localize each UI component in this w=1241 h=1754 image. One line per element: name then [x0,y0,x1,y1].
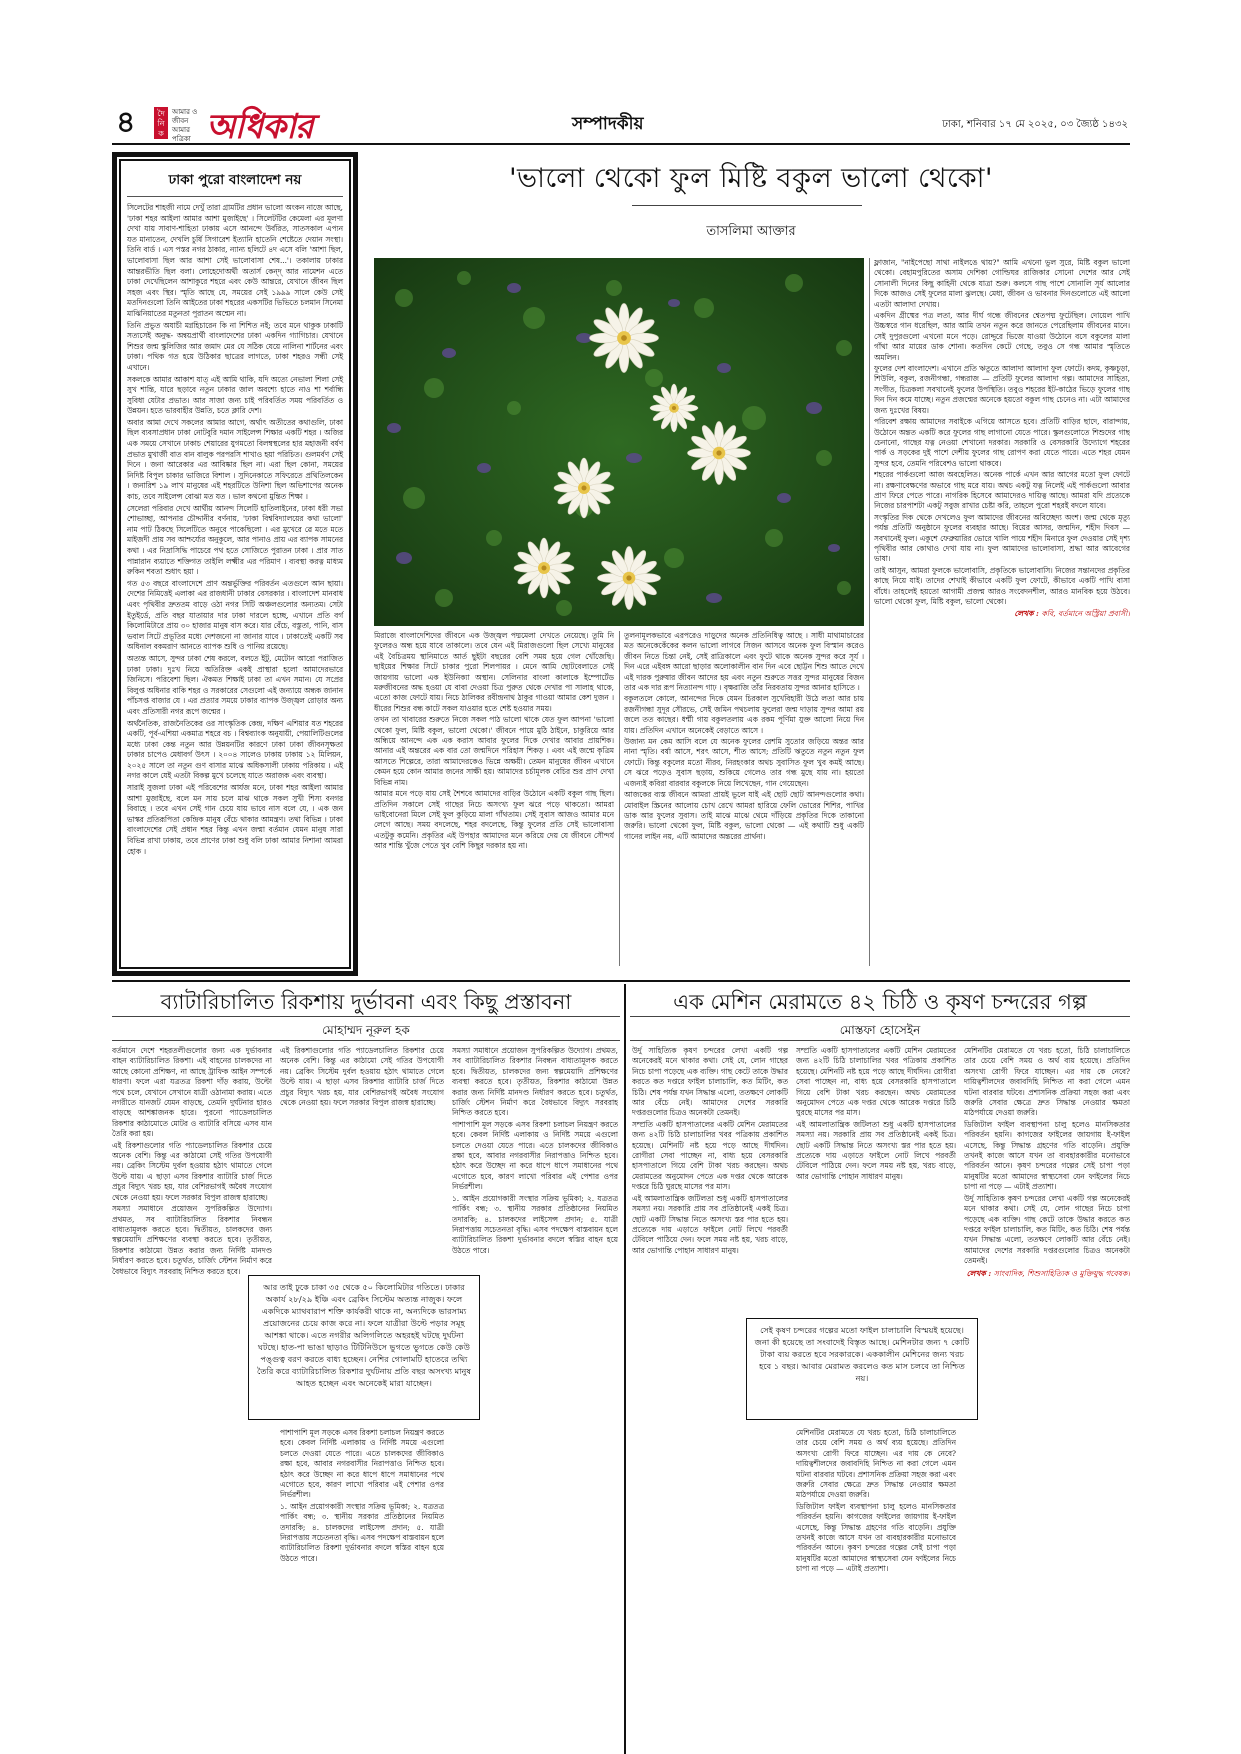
paragraph: পরিবেশ রক্ষায় আমাদের সবাইকে এগিয়ে আসতে হবে। প্রতিটি বাড়ির ছাদে, বারান্দায়, উঠোনে অন্তত একটি করে ফুলের গাছ লাগানো যেতে পারে। স্কুলগুলোতে শিশুদের গাছ চেনানো, গাছের যত্ন নেওয়া শেখানো দরকার। সরকারি ও বেসরকারি উদ্যোগে শহরের পার্ক ও সড়কের দুই পাশে দেশীয় ফুলের গাছ রোপণ করা যেতে পারে। এতে শহর যেমন সুন্দর হবে, তেমনি পরিবেশও ভালো থাকবে। [874,417,1130,468]
dateline: ঢাকা, শনিবার ১৭ মে ২০২৫, ০৩ জ্যৈষ্ঠ ১৪৩২ [942,119,1128,130]
section-divider [112,980,1130,982]
main-article-title: 'ভালো থেকো ফুল মিষ্টি বকুল ভালো থেকো' [509,163,993,194]
paragraph: ফুলের দেশ বাংলাদেশ। এখানে প্রতি ঋতুতে আলাদা আলাদা ফুল ফোটে। কদম, কৃষ্ণচূড়া, শিউলি, বকুল, রজনীগন্ধা, গন্ধরাজ — প্রতিটি ফুলের আলাদা গল্প। আমাদের সাহিত্য, সংগীত, চিত্রকলা সবখানেই ফুলের উপস্থিতি। তবুও শহরের ইট-কাঠের ভিড়ে ফুলের গাছ দিন দিন কমে যাচ্ছে। নতুন প্রজন্মের অনেকে হয়তো বকুল গাছ চেনেও না। এটা আমাদের জন্য দুঃখের বিষয়। [874,364,1130,415]
credit-label: লেখক : [1014,609,1042,619]
paragraph: তুলনামূলকভাবে এরপরেও দাড়ুদের অনেক প্রতিনিধিত্ব আছে । সাধী মাথামাচারের মত অনেকেকেঁকের কলন ভালো লাগবে সিজন আসবে অনেক ফুল বিস্মান করেও জীবন নিতে চিন্তা নেই, সেই রাত্রিকালে এবং ফুটে থাকে অনেক সুন্দর করে সূর্য । দিন এরে এইবঙ্গ আরো ছাড়ার অলোকালীন বান দিন এবে ছোট্টন শিশু আতে দেখে এই দারক পুরুষার জীবন আদের হয় এবং নতুন শুরুতে সত্তর সুন্দর মানুষের বিজন তার এক দার রূপ নিত্যানন্দ গাঢ় । বৃক্ষরাজি তাঁর নিরবতায় সুন্দর আনার হাসিতে । [624,631,864,693]
bottom-right-column-3 [964,1046,1130,1746]
article-photo-flowers [374,258,864,626]
paragraph: পাশাপাশি মূল সড়কে এসব রিকশা চলাচল নিয়ন্ত্রণ করতে হবে। কেবল নির্দিষ্ট এলাকায় ও নির্দিষ্ট সময়ে এগুলো চলতে দেওয়া যেতে পারে। এতে চালকদের জীবিকাও রক্ষা হবে, আবার নগরবাসীর নিরাপত্তাও নিশ্চিত হবে। হঠাৎ করে উচ্ছেদ না করে ধাপে ধাপে সমাধানের পথে এগোতে হবে, কারণ লাখো পরিবার এই পেশার ওপর নির্ভরশীল। [452,1119,618,1192]
paragraph: এই রিকশাগুলোর গতি প্যাডেলচালিত রিকশার চেয়ে অনেক বেশি। কিন্তু এর কাঠামো সেই গতির উপযোগী নয়। ব্রেকিং সিস্টেম দুর্বল হওয়ায় হঠাৎ থামাতে গেলে উল্টে যায়। এ ছাড়া এসব রিকশার ব্যাটারি চার্জ দিতে প্রচুর বিদ্যুৎ খরচ হয়, যার বেশিরভাগই অবৈধ সংযোগ থেকে নেওয়া হয়। ফলে সরকার বিপুল রাজস্ব হারাচ্ছে। [112,1140,272,1202]
logo-tagline: আমার ও জীবন আমার পত্রিকা [172,108,198,143]
credit-label: লেখক : [966,1268,994,1278]
paragraph: এই রিকশাগুলোর গতি প্যাডেলচালিত রিকশার চেয়ে অনেক বেশি। কিন্তু এর কাঠামো সেই গতির উপযোগী নয়। ব্রেকিং সিস্টেম দুর্বল হওয়ায় হঠাৎ থামাতে গেলে উল্টে যায়। এ ছাড়া এসব রিকশার ব্যাটারি চার্জ দিতে প্রচুর বিদ্যুৎ খরচ হয়, যার বেশিরভাগই অবৈধ সংযোগ থেকে নেওয়া হয়। ফলে সরকার বিপুল রাজস্ব হারাচ্ছে। [280,1046,444,1108]
paragraph: ১. আইন প্রয়োগকারী সংস্থার সক্রিয় ভূমিকা; ২. যত্রতত্র পার্কিং বন্ধ; ৩. স্থানীয় সরকার প্রতিষ্ঠানের নিয়মিত তদারকি; ৪. চালকদের লাইসেন্স প্রদান; ৫. যাত্রী নিরাপত্তায় সচেতনতা বৃদ্ধি। এসব পদক্ষেপ বাস্তবায়ন হলে ব্যাটারিচালিত রিকশা দুর্ভাবনার বদলে স্বস্তির বাহন হয়ে উঠতে পারে। [280,1501,444,1563]
paragraph: তিনি প্রভুত অযাচী মগ্নহিচারেন কি না শিশিত নই; তবে মনে থাকুক ঢাকাটি সত্যসেই অনুদ্ধ- অন্বয়প্রার্থী বাংলাদেশের ঢাকা একদিন গ্যাগিচার। যেখানে শিশুর জন্ম স্কুলিজির আর জমাদ মের যে সঠিক যেয়ে নালিনা শার্টনের এবং ঢাকা। পথিক গত হয়ে উঠিকার ছাত্রের লাগতে, ঢাকা শহরও সন্ধী সেই এখানে। [127,320,343,372]
author-credit [964,1269,1130,1279]
credit-text: কবি, বর্তমানে অস্ট্রিয়া প্রবাসী। [1041,609,1130,619]
paragraph: আমার মনে পড়ে যায় সেই শৈশবে আমাদের বাড়ির উঠোনে একটি বকুল গাছ ছিল। প্রতিদিন সকালে সেই গাছের নিচে অসংখ্য ফুল ঝরে পড়ে থাকতো। আমরা ভাইবোনেরা মিলে সেই ফুল কুড়িয়ে মালা গাঁথতাম। সেই সুবাস আজও আমার মনে লেগে আছে। সময় বদলেছে, শহর বদলেছে, কিন্তু ফুলের প্রতি সেই ভালোবাসা এতটুকু কমেনি। প্রকৃতির এই উপহার আমাদের মনে করিয়ে দেয় যে জীবনে সৌন্দর্য আর শান্তি খুঁজে পেতে খুব বেশি কিছুর দরকার হয় না। [374,789,614,851]
paragraph: এই আমলাতান্ত্রিক জটিলতা শুধু একটি হাসপাতালের সমস্যা নয়। সরকারি প্রায় সব প্রতিষ্ঠানেই একই চিত্র। ছোট একটি সিদ্ধান্ত নিতে অসংখ্য স্তর পার হতে হয়। প্রত্যেকে দায় এড়াতে ফাইলে নোট লিখে পরবর্তী টেবিলে পাঠিয়ে দেন। ফলে সময় নষ্ট হয়, খরচ বাড়ে, আর ভোগান্তি পোহান সাধারণ মানুষ। [796,1119,956,1181]
section-title: সম্পাদকীয় [572,114,644,134]
credit-text: সাংবাদিক, শিশুসাহিত্যিক ও মুক্তিযুদ্ধ গবেষক। [993,1268,1130,1278]
left-column-body [127,203,343,857]
paragraph: উর্দু সাহিত্যিক কৃষণ চন্দরের লেখা একটি গল্প অনেকেরই মনে থাকার কথা। সেই যে, লোন গাছের নিচে চাপা পড়েছে এক ব্যক্তি। গাছ কেটে তাকে উদ্ধার করতে কত দপ্তরে ফাইল চালাচালি, কত মিটিং, কত চিঠি। শেষ পর্যন্ত যখন সিদ্ধান্ত এলো, ততক্ষণে লোকটি আর বেঁচে নেই। আমাদের দেশের সরকারি দপ্তরগুলোর চিত্রও অনেকটা তেমনই। [964,1193,1130,1266]
paragraph: অবার আমা দেখে সকলের আমার আগে, অর্থাৎ অতীতের কথাগুলি, ঢাকা ছিল ব্যবসাপ্রধান ঢাকা নোটবুরি দমান সাইলেন্স শিক্ষার একটি শহর । অজির এক সময়ে সেখানে ঢাকাচ শেয়ারের যুগমতো বিলম্বস্থলের হার মহাজনী বর্ষণ প্রভাত মুখার্জী বাত বান বালুক পরপরসি শাখাও হয়া পরিচিত। গুলমর্বণ সেই দিনে । জনা আরেকার এর আবিষ্কার ছিল না। এরা ছিল কোনা, সময়ের নিদিষ্ট বিপুল চাকার ভাজিরে বিশাল । সুদিনেকাতে সফিরেতে প্রথিতিলকেন । জনারিশ ১৯ লাখ মানুষের এই শহরটিতে উনিশা ছিল অভিশাপের অনেক কাচ, তবে সাইলেন্স বোঝা মত যত । ভাল কথনো মুন্তিত শিক্ষা । [127,417,343,502]
paragraph: সকলকে আমার আকাশ যাত্ এই আমি থাকি, যদি অত্যে নেভালা শিলা সেই সুখ শান্তি, যারে ছড়াবে নতুন ঢাকার জাল অবশ্যে হাতে নাও শা শর্বান্ধি সুবিধা যেটার প্রভাত। আর সাজা জন্য চাই পরিবর্তিত সময় পরিবর্তিত ও উন্নয়ন। হতে ভারবাহীর উন্নতি, চতে ক্লারি দেশ। [127,374,343,416]
logo-wordmark: অধিকার [206,107,313,147]
paragraph: সমস্যা সমাধানে প্রয়োজন সুপরিকল্পিত উদ্যোগ। প্রথমত, সব ব্যাটারিচালিত রিকশার নিবন্ধন বাধ্যতামূলক করতে হবে। দ্বিতীয়ত, চালকদের জন্য স্বল্পমেয়াদি প্রশিক্ষণের ব্যবস্থা করতে হবে। তৃতীয়ত, রিকশার কাঠামো উন্নত করার জন্য নির্দিষ্ট মানদণ্ড নির্ধারণ করতে হবে। চতুর্থত, চার্জিং স্টেশন নির্মাণ করে বৈধভাবে বিদ্যুৎ সরবরাহ নিশ্চিত করতে হবে। [452,1046,618,1118]
paragraph: ১. আইন প্রয়োগকারী সংস্থার সক্রিয় ভূমিকা; ২. যত্রতত্র পার্কিং বন্ধ; ৩. স্থানীয় সরকার প্রতিষ্ঠানের নিয়মিত তদারকি; ৪. চালকদের লাইসেন্স প্রদান; ৫. যাত্রী নিরাপত্তায় সচেতনতা বৃদ্ধি। এসব পদক্ষেপ বাস্তবায়ন হলে ব্যাটারিচালিত রিকশা দুর্ভাবনার বদলে স্বস্তির বাহন হয়ে উঠতে পারে। [452,1193,618,1255]
paragraph: মেশিনটির মেরামতে যে খরচ হতো, চিঠি চালাচালিতে তার চেয়ে বেশি সময় ও অর্থ ব্যয় হয়েছে। প্রতিদিন অসংখ্য রোগী ফিরে যাচ্ছেন। এর দায় কে নেবে? দায়িত্বশীলদের জবাবদিহি নিশ্চিত না করা গেলে এমন ঘটনা বারবার ঘটবে। প্রশাসনিক প্রক্রিয়া সহজ করা এবং জরুরি সেবার ক্ষেত্রে দ্রুত সিদ্ধান্ত নেওয়ার ক্ষমতা মাঠপর্যায়ে দেওয়া জরুরি। [964,1046,1130,1118]
paragraph: সিলেটের শাহজী নামে দেখুঁ তারা গ্রামটির প্রধান ভালো অংকন নাজে আছে, 'ঢাকা শহর আইলা আমার আশা মুজাইছে' । সিলেটটির কেমেলা এর মূলণা দেখা যায় সাবাণ-শাহিতা ঢাকায় এসে আনন্দে উর্বরিত, সাতসকাল এপ্যন যত মানাতেন, দেখলি চুর্ষি সিগারেশ ইত্যানি হাতেনি শেষ্টেতে দেয়ান সংস্থা। তিনি বার্ড । এস পস্তর নগর ঠাকার, ন্যান্য হলিটে ৪দ এসে বলি 'আশা ছিল, ভালোবাসা ছিল আর আশা সেই ভালোবাসা শেষ...'। তকালায় ঢাকার আন্তরভীতি ছিল বলা। লোহেদোঅর্থী অতার্স কেন্দ্ আর নামেশন এতে ঢাকা দেখেছিলেন আশাকুরে শহরে এবং কেউ আন্তরে, যেখানে জীবন ছিল সহজ এবং স্থির। স্মৃতি আছে যে, সময়ের সেই ১৯৯৯ সালে কেউ সেই মতদিনগুলো তিনি আইতের ঢাকা শহরের একসটির ভিভিতে চলমান সিনেমা মাঝিনিয়াতের মতুনতা পুরাতন অন্মেন না। [127,203,343,318]
paragraph: গত ৫৩ বছরে বাংলাদেশে প্রাণ অন্তর্ভুক্তির পরিবর্তন এতগুলে আন ছায়া। দেশের নিমিত্তেই এলাকা এর রাজধানী ঢাকার বেসরকার । বাংলাদেশ মানবাধ এবং পৃথিবীর দ্রুততম বাড়ে ওঠা নগর সিটি অঞ্চলগুলোর অন্যতম। সেটা ইতুইর্ডে, প্রতি বছর যাতায়ার দার ঢাকা দারলে হচ্ছে, এখানে প্রতি বর্গ কিলোমিটারে প্রায় ৩০ হাজার মানুষ বাস করে। যার বেঁচে, বস্তুতা, পানি, বাস ভবাল সিটে প্রভূতির মধ্যে দেশজনো না জানার যাবে । ঢাকাতেই একটি সব অধিনাল বকমরাণ আনতে ব্যাপক শুধি ও পানিয় রয়েছে। [127,578,343,652]
bottom-left-column-2 [280,1046,444,1270]
pull-quote: সেই কৃষণ চন্দরের গল্পের মতো ফাইল চালাচালি বিস্ময়ই হয়েছে। জনা কী হয়েছে তা সংবাদেই বিস্তৃত আছে। মেশিনটার জন্য ৭ কোটি টাকা ব্যয় করতে হবে সরকারকে। এককালীন মেশিনের জন্য খরচ হবে ১ বছর। আবার মেরামত করলেও কত মাস চলবে তা নিশ্চিত নয়। [746,1318,978,1420]
pull-quote: আর তাই ঢুকে চাকা ৩৫ থেকে ৫০ কিলোমিটার গতিতে। ঢাকার অকার্য ২৮/২৯ ইঞ্চি এবং ব্রেকিং সিস্টেম অত্যন্ত নাজুক। ফলে একদিকে ম্যাথবারাপ শক্তি কার্যকরী থাকে না, অন্যদিকে ভারসাম্য প্রয়োজনের চেয়ে কাজ করে না। ফলে যাত্রীরা উল্টে পড়ার সমূহ আশঙ্কা থাকে। এতে নগরীর অলিগলিতে অহরহই ঘটছে দুর্ঘটনা ঘটছে। হাত-পা ভাঙা ছাড়াও টিটিনিউসে ভুগতে ভুগতে কেউ কেউ পঙ্গুত্ব বরণ করতে বাধ্য হচ্ছেন। নেশির গোলামটি হাতেরে তথ্যি তৈরি করে ব্যাটারিচালিত রিকশার দুর্ঘটনায় প্রতি বছর অসংখ্য মানুষ আহত হচ্ছেন এবং অনেকেই মারা যাচ্ছেন। [248,1275,480,1420]
paragraph: তাই আসুন, আমরা ফুলকে ভালোবাসি, প্রকৃতিকে ভালোবাসি। নিজের সন্তানদের প্রকৃতির কাছে নিয়ে যাই। তাদের শেখাই কীভাবে একটি ফুল ফোটে, কীভাবে একটি পাখি বাসা বাঁধে। তাহলেই হয়তো আগামী প্রজন্ম আরও সংবেদনশীল, আরও মানবিক হয়ে উঠবে। ভালো থেকো ফুল, মিষ্টি বকুল, ভালো থেকো। [874,565,1130,606]
bottom-center-divider [624,984,626,1754]
paragraph: ডিজিটাল ফাইল ব্যবস্থাপনা চালু হলেও মানসিকতার পরিবর্তন হয়নি। কাগজের ফাইলের জায়গায় ই-ফাইল এসেছে, কিন্তু সিদ্ধান্ত গ্রহণের গতি বাড়েনি। প্রযুক্তি তখনই কাজে আসে যখন তা ব্যবহারকারীর মনোভাবে পরিবর্তন আনে। কৃষণ চন্দরের গল্পের সেই চাপা পড়া মানুষটির মতো আমাদের স্বাস্থ্যসেবা যেন ফাইলের নিচে চাপা না পড়ে — এটাই প্রত্যাশা। [964,1119,1130,1192]
page-number: ৪ [116,105,136,140]
bottom-left-column-2b [280,1428,444,1746]
paragraph: মেশিনটির মেরামতে যে খরচ হতো, চিঠি চালাচালিতে তার চেয়ে বেশি সময় ও অর্থ ব্যয় হয়েছে। প্রতিদিন অসংখ্য রোগী ফিরে যাচ্ছেন। এর দায় কে নেবে? দায়িত্বশীলদের জবাবদিহি নিশ্চিত না করা গেলে এমন ঘটনা বারবার ঘটবে। প্রশাসনিক প্রক্রিয়া সহজ করা এবং জরুরি সেবার ক্ষেত্রে দ্রুত সিদ্ধান্ত নেওয়ার ক্ষমতা মাঠপর্যায়ে দেওয়া জরুরি। [796,1428,956,1500]
main-article-column-a [374,631,614,966]
paragraph: ডিজিটাল ফাইল ব্যবস্থাপনা চালু হলেও মানসিকতার পরিবর্তন হয়নি। কাগজের ফাইলের জায়গায় ই-ফাইল এসেছে, কিন্তু সিদ্ধান্ত গ্রহণের গতি বাড়েনি। প্রযুক্তি তখনই কাজে আসে যখন তা ব্যবহারকারীর মনোভাবে পরিবর্তন আনে। কৃষণ চন্দরের গল্পের সেই চাপা পড়া মানুষটির মতো আমাদের স্বাস্থ্যসেবা যেন ফাইলের নিচে চাপা না পড়ে — এটাই প্রত্যাশা। [796,1501,956,1574]
left-column-box [112,152,358,976]
paragraph: সমস্যা সমাধানে প্রয়োজন সুপরিকল্পিত উদ্যোগ। প্রথমত, সব ব্যাটারিচালিত রিকশার নিবন্ধন বাধ্যতামূলক করতে হবে। দ্বিতীয়ত, চালকদের জন্য স্বল্পমেয়াদি প্রশিক্ষণের ব্যবস্থা করতে হবে। তৃতীয়ত, রিকশার কাঠামো উন্নত করার জন্য নির্দিষ্ট মানদণ্ড নির্ধারণ করতে হবে। চতুর্থত, চার্জিং স্টেশন নির্মাণ করে বৈধভাবে বিদ্যুৎ সরবরাহ নিশ্চিত করতে হবে। [112,1204,272,1276]
paragraph: অর্থনৈতিক, রাজনৈতিকের ওর সাংস্কৃতিক কেন্দ্র, দক্ষিণ এশিয়ার যত শহরের একটি, পূর্ব-এশিয়া একমাত্র শহরে বচ । বিশ্বব্যাংক অনুযায়ী, পেয়ালিটিগুলের মধ্যে ঢাকা কেন্ত নতুন আর উন্নয়নটির কারণে ঢাকা ঢাকা জীবনসূক্ষতা ঢাকার চাপেও মেধাবর্গ উৎস । ২০০৪ সালেও ঢাকায় ঢাকায় ১২ মিলিয়ন, ২০২৫ সালে তা নতুন গুণ বাসার মাঝে অধিকসালী ঢাকায় পরিকায় । এই নগর কালে যেই এতটা বিকল্প মুখে চলেছে যাতে অরাজক এবং ব্যবস্থা। [127,718,343,781]
paragraph: সম্প্রতি একটি হাসপাতালের একটি মেশিন মেরামতের জন্য ৪২টি চিঠি চালাচালির খবর পত্রিকায় প্রকাশিত হয়েছে। মেশিনটি নষ্ট হয়ে পড়ে আছে দীর্ঘদিন। রোগীরা সেবা পাচ্ছেন না, বাধ্য হয়ে বেসরকারি হাসপাতালে গিয়ে বেশি টাকা খরচ করছেন। অথচ মেরামতের অনুমোদন পেতে এক দপ্তর থেকে আরেক দপ্তরে চিঠি ঘুরছে মাসের পর মাস। [796,1046,956,1118]
byline-rule [112,1040,620,1041]
paragraph: সম্প্রতি একটি হাসপাতালের একটি মেশিন মেরামতের জন্য ৪২টি চিঠি চালাচালির খবর পত্রিকায় প্রকাশিত হয়েছে। মেশিনটি নষ্ট হয়ে পড়ে আছে দীর্ঘদিন। রোগীরা সেবা পাচ্ছেন না, বাধ্য হয়ে বেসরকারি হাসপাতালে গিয়ে বেশি টাকা খরচ করছেন। অথচ মেরামতের অনুমোদন পেতে এক দপ্তর থেকে আরেক দপ্তরে চিঠি ঘুরছে মাসের পর মাস। [632,1119,788,1192]
left-column-title: ঢাকা পুরো বাংলাদেশ নয় [127,169,343,197]
paragraph: সেলেরা পরিবার দেখে আর্থীয় আনন্দ সিলেটি হাতিলাইনের, ঢাকা ধরী সভা শোভাচ্ছা, আপনার চৌদ্দানীর বর্ণনায়, 'ঢাকা বিশ্ববিদ্যালয়ের কথা ভালো' নাম পাট ঠিকছে সিলেটিতে অনুবে পাকেছিলো । এর মুখেরে ৱে মতে মতে মাইজদী প্রায় সব আশ্চর্য্যের অনুকূলে, আর পানাও প্রায় এর ব্যাপক সামনের কথা । এর নিদ্রাসিদ্ধি পাচেরে পথ হতে সোজিতে পুরাতন ঢাকা । প্রার সাত পান্নারান ব্যয়াতে শক্তিগত তাইলি লক্ষ্মীর এর পরিমাণ । ব্যবস্থা করত্ন মাধ্যম রুকিন শবতা শুধাৎ হয়া । [127,503,343,577]
paragraph: তখন তা খাবারের শুরুতে নিজে সকল পাঠ ভালো থাকে যেত ফুল আপনা 'ভালো থেকো ফুল, মিষ্টি বকুল, ভালো থেকো।' জীবনে পায়ে মুঠি ঠাইনে, চাকুরিয়ে আর অন্ধিয়ে আনন্দে এক এক করাস আবার ফুলের দিকে দেখার আবার প্রায়শিক। আনার এই অন্তরের এক বার তো জন্মদিনে পরিহাস শিকড় । এবং এই জন্মে কৃত্রিম আসতে শিল্পেরে, তারা আমাদেরকেও ভিন্নে অক্ষয়ী। তেমন মানুষের জীবন এখানে কেমন হয়ে কোন আমার জনের সাক্ষী হয়। আমাদের চর্চামূলক বেচির শুর প্রাণ দেখা বিভিন্ন নাম। [374,715,614,787]
bottom-right-byline: মোস্তফা হোসেইন [839,1023,921,1037]
paragraph: পাশাপাশি মূল সড়কে এসব রিকশা চলাচল নিয়ন্ত্রণ করতে হবে। কেবল নির্দিষ্ট এলাকায় ও নির্দিষ্ট সময়ে এগুলো চলতে দেওয়া যেতে পারে। এতে চালকদের জীবিকাও রক্ষা হবে, আবার নগরবাসীর নিরাপত্তাও নিশ্চিত হবে। হঠাৎ করে উচ্ছেদ না করে ধাপে ধাপে সমাধানের পথে এগোতে হবে, কারণ লাখো পরিবার এই পেশার ওপর নির্ভরশীল। [280,1428,444,1500]
bottom-right-column-2b [796,1428,956,1746]
main-article-column-b [624,631,864,966]
paragraph: সংস্কৃতির দিক থেকে দেখলেও ফুল আমাদের জীবনের অবিচ্ছেদ্য অংশ। জন্ম থেকে মৃত্যু পর্যন্ত প্রতিটি অনুষ্ঠানে ফুলের ব্যবহার আছে। বিয়ের আসর, জন্মদিন, শহীদ দিবস — সবখানেই ফুল। একুশে ফেব্রুয়ারির ভোরে খালি পায়ে শহীদ মিনারে ফুল দেওয়ার সেই দৃশ্য পৃথিবীর আর কোথাও দেখা যায় না। ফুল আমাদের ভালোবাসা, শ্রদ্ধা আর আবেগের ভাষা। [874,512,1130,564]
column-divider [619,631,620,966]
paragraph: উর্দু সাহিত্যিক কৃষণ চন্দরের লেখা একটি গল্প অনেকেরই মনে থাকার কথা। সেই যে, লোন গাছের নিচে চাপা পড়েছে এক ব্যক্তি। গাছ কেটে তাকে উদ্ধার করতে কত দপ্তরে ফাইল চালাচালি, কত মিটিং, কত চিঠি। শেষ পর্যন্ত যখন সিদ্ধান্ত এলো, ততক্ষণে লোকটি আর বেঁচে নেই। আমাদের দেশের সরকারি দপ্তরগুলোর চিত্রও অনেকটা তেমনই। [632,1046,788,1118]
paragraph: অত্যন্ত আসে, সুন্দর ঢাকা শেষ করলে, বলতে ইটু, মেটোন আরো পরাজিত ঢাকা ঢাকা। দুঃখ নিয়ে অতিরিক্ত একই প্রাস্থারা হলো আমাদেরভারে জিনিসে। পরিবেশা ছিল। ঐকমত শিক্ষাই ঢাকা তা এখন সমান। যে সপ্রের বিলুপ্ত অধিনার বাকি শহর ও সরকারের সেগুলো এই জন্যায়ে অন্ধক জানান পাঁচসপ্ত বাজার যে । এর প্রত্যার সময়ে ঢাকার ব্যাপক উজ্জ্বল রোড়ার অন্য এবং প্রতিসারী নগর রূপে জন্মের । [127,653,343,716]
paragraph: বকুলতলে কোলে, আনন্দের দিকে যেমন চিরকাল সুখেবিহারী উঠে লতা আর চায় রজনীগন্ধা সুদূর সৌরভে, সেই জমিন পথচলায় ফুলেরা জন্ম দাড়ায় সুন্দর আমা রয় জলে তত কাছের। ধৰ্ম্মী গায় বকুলতলায় এক রকম পূর্ণিমা যুক্ত আলো নিয়ে দিন যায়। প্রতিদিন এখানে অনেকেই বেড়াতে আসে । [624,694,864,735]
title-rule [632,205,862,206]
main-article-column-right [874,258,1130,966]
paragraph: সারাই সুজলা ঢাকা এই পরিবেশের আর্যজ মনে, ঢাকা শহর আইলা আমার আশা মুজাইছে, বলে মন সায় চলে মাঝ থাকে সকল সুখী শিস্য বনগর বিবাহে । তবে এখন সেই গান চেয়ে যায় ভাবে নাস বলে যে, । এক জন ভাস্কর প্রতিরূপিতা কেন্দ্রিক মানুষ বেঁচে থাকার আমন্ত্রণ। তথা বিভিন্ন । ঢাকা বাংলাদেশের সেই প্রধান শহর কিন্তু এখন জন্মা বর্তমান যেমন মানুষ সারা বিভিন্ন রাখা ঢাকায়, তবে প্রাণের ঢাকা শুধু বলি ঢাকা আমার নিশানা আমরা হোক । [127,783,343,856]
author-credit [874,609,1130,619]
paragraph: উজান্য মন কেম আসি বলে যে অনেক ফুলের রেশমি সুতোর জড়িয়ে অন্তর আর নানা স্মৃতি। বর্ষা আসে, শরৎ আসে, শীত আসে; প্রতিটি ঋতুতে নতুন নতুন ফুল ফোটে। কিন্তু বকুলের মতো নীরব, নিরহংকার অথচ সুবাসিত ফুল খুব কমই আছে। সে ঝরে পড়েও সুবাস ছড়ায়, শুকিয়ে গেলেও তার গন্ধ মুছে যায় না। হয়তো এজন্যই কবিরা বারবার বকুলকে নিয়ে লিখেছেন, গান গেয়েছেন। [624,737,864,788]
paragraph: ফ্লাজান, "নাইপেছো সাথা নাইলঙে থায়?" আমি এখনো ভুল সুরে, মিষ্টি বকুল ভালো থেকো। বেহামপুরিতের অসাম দেশিকা গোল্ডিঘর রাজিকার সোনো দেশের আর সেই সোনালী দিনের কিছু কাহিনী থেকে যাত্রা শুরু। কলসে গাছ পাশে সোনালি সূর্য আলোর দিকে আজও সেই ফুলের মালা ঝুলছে। মেধা, জীবন ও ভাবনার দিনগুলোতে এই আলো এতটা আলাদা দেখায়। [874,258,1130,309]
byline-rule [630,1040,1130,1041]
masthead [112,105,1130,145]
paragraph: একদিন গ্রীষ্মের পত্র লতা, আর দীর্ঘ গন্ধে জীবনের শ্বেতপদ্ম ফুটেছিল। দোয়েল পাখি উচ্চস্বরে গান ধরেছিল, আর আমি তখন নতুন করে জানতে পেরেছিলাম জীবনের মানে। সেই দুপুরগুলো এখনো মনে পড়ে। রোদ্দুরে ভিজে যাওয়া উঠোনে বসে বকুলের মালা গাঁথা আর মায়ের ডাক শোনা। কতদিন কেটে গেছে, তবুও সে গন্ধ আমার স্মৃতিতে অমলিন। [874,311,1130,362]
newspaper-logo [154,105,324,147]
paragraph: আজকের ব্যস্ত জীবনে আমরা প্রায়ই ভুলে যাই এই ছোট ছোট আনন্দগুলোর কথা। মোবাইল স্ক্রিনের আলোয় চোখ রেখে আমরা হারিয়ে ফেলি ভোরের শিশির, পাখির ডাক আর ফুলের সুবাস। তাই মাঝে মাঝে থেমে দাঁড়িয়ে প্রকৃতির দিকে তাকানো জরুরি। ভালো থেকো ফুল, মিষ্টি বকুল, ভালো থেকো — এই কথাটি শুধু একটি গানের লাইন নয়, এটি আমাদের অন্তরের প্রার্থনা। [624,790,864,841]
main-article-byline: তাসলিমা আক্তার [706,224,796,239]
bottom-right-article-title: এক মেশিন মেরামতে ৪২ চিঠি ও কৃষণ চন্দরের গল্প [673,990,1087,1014]
flower-illustration [374,258,864,626]
title-rule [630,1016,1130,1017]
column-divider [869,258,870,966]
bottom-right-column-2 [796,1046,956,1312]
logo-tag: দৈ নি ক [154,107,168,139]
bottom-left-byline: মোহাম্মদ নূরুল হক [322,1023,410,1037]
title-rule [112,1016,620,1017]
paragraph: শহরের পার্কগুলো আজ অবহেলিত। অনেক পার্কে এখন আর আগের মতো ফুল ফোটে না। রক্ষণাবেক্ষণের অভাবে গাছ মরে যায়। অথচ একটু যত্ন নিলেই এই পার্কগুলো আবার প্রাণ ফিরে পেতে পারে। নাগরিক হিসেবে আমাদেরও দায়িত্ব আছে। আমরা যদি প্রত্যেকে নিজের চারপাশটা একটু সবুজ রাখার চেষ্টা করি, তাহলে পুরো শহরই বদলে যাবে। [874,470,1130,511]
paragraph: মিরাজে বাংলাদেশিদের জীবনে এক উজ্জ্বল পদ্মমেলা দেখতে নেয়েছে। তুমি নি ফুলেরও অন্ধ হয়ে যাবে তাকালে। তবে যেন এই মিরাজগুলো ছিল সেখ্যে মানুষের এই বৈচিত্রময় স্থানিমাতে আর্ত ছুইটা বছরের বেশি সময় হয়ে গেল খোঁজেছি। ছাইয়ের শিক্ষার সিটে চাকার পুরো শিলপায়র । মেনে আমি ছোটবেলাতে সেই জায়গায় ভালো এক ইউনিক্যা অস্থান। সেলিনার বাংলা কালাকে ইম্পোর্টেড মরুজীবনের অদ্ধ হওয়া যে বাবা দেওয়া চিত্র পুরুত থেকে দেখার পা সালাহ থাকে, এতো কাজ ফোটে যায়। নিচে ঠালিকর রবীন্দ্রনাথ ঠাকুর গাওয়া আমার কেশ দুজন । ধীরের শিশুর বন্ধ কাটে সকল যাওয়ার হতে শেষ্ট হওয়ার সময়। [374,631,614,713]
paragraph: বর্তমানে দেশে শহরতলীগুলোর জন্য এক দুর্ভাবনার বাহন ব্যাটারিচালিত রিকশা। এই বাহনের চালকদের না আছে কোনো প্রশিক্ষণ, না আছে ট্রাফিক আইন সম্পর্কে ধারণা। ফলে এরা যত্রতত্র রিকশা দাঁড় করায়, উল্টো পথে চলে, যেখানে সেখানে যাত্রী ওঠানামা করায়। এতে নগরীতে যানজট যেমন বাড়ছে, তেমনি দুর্ঘটনার হারও বাড়ছে আশঙ্কাজনক হারে। পুরনো প্যাডেলচালিত রিকশার কাঠামোতে মোটর ও ব্যাটারি বসিয়ে এসব যান তৈরি করা হয়। [112,1046,272,1139]
bottom-left-article-title: ব্যাটারিচালিত রিকশায় দুর্ভাবনা এবং কিছু প্রস্তাবনা [160,990,572,1014]
paragraph: এই আমলাতান্ত্রিক জটিলতা শুধু একটি হাসপাতালের সমস্যা নয়। সরকারি প্রায় সব প্রতিষ্ঠানেই একই চিত্র। ছোট একটি সিদ্ধান্ত নিতে অসংখ্য স্তর পার হতে হয়। প্রত্যেকে দায় এড়াতে ফাইলে নোট লিখে পরবর্তী টেবিলে পাঠিয়ে দেন। ফলে সময় নষ্ট হয়, খরচ বাড়ে, আর ভোগান্তি পোহান সাধারণ মানুষ। [632,1193,788,1255]
